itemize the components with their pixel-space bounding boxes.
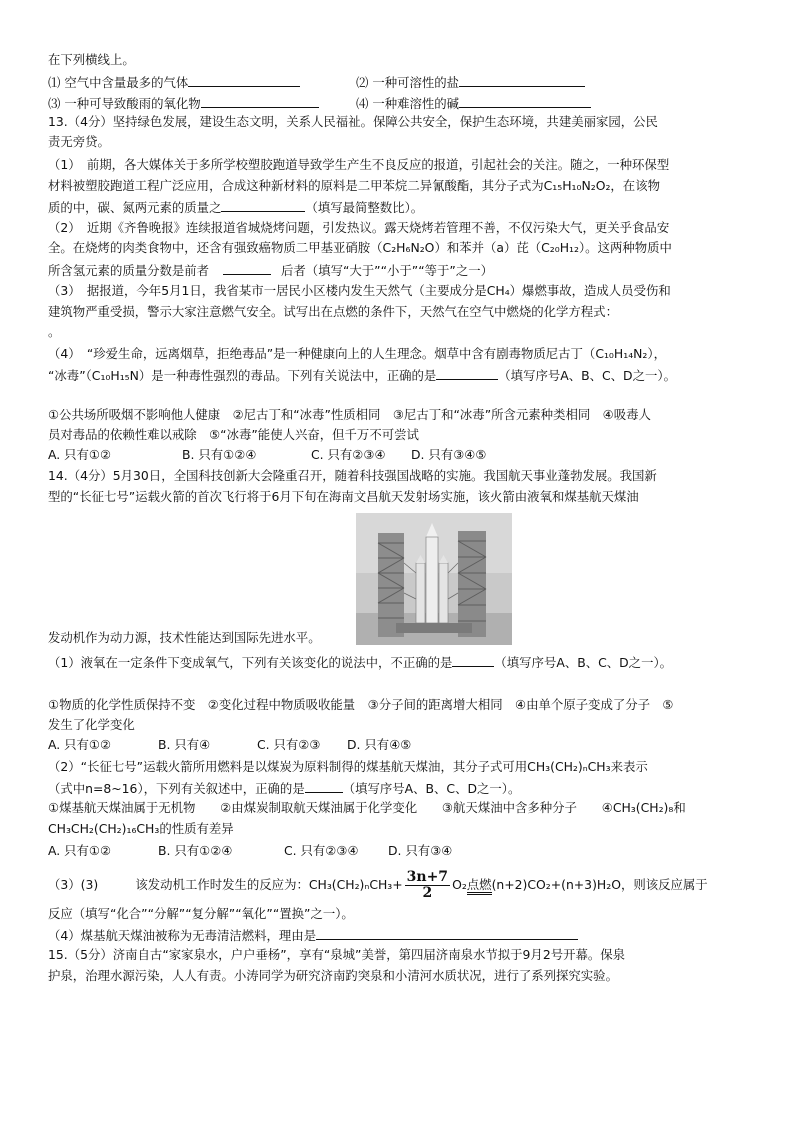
q14-part2-choice-b[interactable]: B. 只有①②④: [158, 843, 233, 858]
q13-choice-d[interactable]: D. 只有③④⑤: [411, 447, 487, 462]
q13-part4-line-1: （4） “珍爱生命，远离烟草，拒绝毒品”是一种健康向上的人生理念。烟草中含有剧毒物质尼古丁（C₁₀H₁₄N₂），: [48, 346, 666, 361]
q13-part1-blank[interactable]: [221, 198, 305, 212]
q13-part3-line-3: 。: [48, 324, 61, 339]
q14-part1-text-b: （填写序号A、B、C、D之一）。: [494, 655, 673, 670]
q14-part3-text-a: （3）(3) 该发动机工作时发生的反应为：CH₃(CH₂)ₙCH₃+: [48, 877, 403, 892]
q14-stem-line-2: 型的“长征七号”运载火箭的首次飞行将于6月下旬在海南文昌航天发射场实施，该火箭由液氧和煤基航天煤油: [48, 489, 639, 504]
q12-item-2-label: ⑵ 一种可溶性的盐: [356, 75, 460, 90]
q13-part1-line-2: 材料被塑胶跑道工程广泛应用，合成这种新材料的原料是二甲苯烷二异氰酸酯，其分子式为C₁₅H₁₀N₂O₂，在该物: [48, 178, 660, 193]
q14-part2-choice-c[interactable]: C. 只有②③④: [284, 843, 359, 858]
q14-part1-options-line-2: 发生了化学变化: [48, 717, 135, 732]
q14-stem-line-3: 发动机作为动力源，技术性能达到国际先进水平。: [48, 630, 321, 645]
q13-part2-blank[interactable]: [223, 261, 271, 275]
q12-blank-1[interactable]: [188, 73, 300, 87]
q13-part2-text-a: 所含氢元素的质量分数是前者: [48, 263, 210, 278]
intro-line: 在下列横线上。: [48, 52, 135, 67]
q14-part1-choice-c[interactable]: C. 只有②③: [257, 737, 321, 752]
q14-part3-o2: O₂: [452, 877, 467, 892]
q13-part1-line-1: （1） 前期，各大媒体关于多所学校塑胶跑道导致学生产生不良反应的报道，引起社会的关注。随之，一种环保型: [48, 157, 670, 172]
q12-item-3: [48, 94, 319, 112]
q12-item-4-label: ⑷ 一种难溶性的碱: [356, 96, 460, 111]
q15-stem-line-1: 15.（5分）济南自古“家家泉水，户户垂杨”，享有“泉城”美誉，第四届济南泉水节拟于9月2号开幕。保泉: [48, 947, 626, 962]
q14-part1-line: [48, 653, 672, 671]
q14-part2-line-1: （2）“长征七号”运载火箭所用燃料是以煤炭为原料制得的煤基航天煤油，其分子式可用CH₃(CH₂)ₙCH₃来表示: [48, 759, 648, 774]
q12-item-4: [356, 94, 591, 112]
q14-part1-choice-d[interactable]: D. 只有④⑤: [347, 737, 412, 752]
q13-part2-text-b: 后者（填写“大于”“小于”“等于”之一）: [281, 263, 494, 278]
q13-stem-line-2: 责无旁贷。: [48, 134, 110, 149]
q14-part4-text: （4）煤基航天煤油被称为无毒清洁燃料，理由是: [48, 928, 317, 943]
q13-part4-line-2: [48, 366, 676, 384]
rocket-launch-tower-photo: [356, 513, 512, 645]
q14-part1-options-line-1: ①物质的化学性质保持不变 ②变化过程中物质吸收能量 ③分子间的距离增大相同 ④由单个原子变成了分子 ⑤: [48, 697, 674, 712]
q12-item-3-label: ⑶ 一种可导致酸雨的氧化物: [48, 96, 201, 111]
q14-part1-choice-b[interactable]: B. 只有④: [158, 737, 211, 752]
q14-part3-fraction: [405, 870, 450, 901]
q13-stem-line-1: 13.（4分）坚持绿色发展，建设生态文明，关系人民福祉。保障公共安全，保护生态环境，共建美丽家园，公民: [48, 114, 658, 129]
q13-choice-c[interactable]: C. 只有②③④: [311, 447, 386, 462]
q14-part2-options-line-2: CH₃CH₂(CH₂)₁₆CH₃的性质有差异: [48, 821, 234, 836]
q14-part2-line-2: [48, 779, 520, 797]
q13-part2-line-1: （2） 近期《齐鲁晚报》连续报道省城烧烤问题，引发热议。露天烧烤若管理不善，不仅污染大气，更关乎食品安: [48, 220, 670, 235]
q14-part3-condition: 点燃: [467, 877, 492, 895]
q13-part2-line-3: [48, 261, 493, 279]
q12-item-1-label: ⑴ 空气中含量最多的气体: [48, 75, 189, 90]
fraction-numerator: 3n+7: [406, 869, 449, 885]
q13-part1-line-3: [48, 198, 423, 216]
q12-blank-4[interactable]: [459, 94, 591, 108]
q13-choice-a[interactable]: A. 只有①②: [48, 447, 112, 462]
q13-options-line-2: 员对毒品的依赖性难以戒除 ⑤“冰毒”能使人兴奋，但千万不可尝试: [48, 427, 419, 442]
q13-choice-b[interactable]: B. 只有①②④: [182, 447, 257, 462]
q12-blank-2[interactable]: [459, 73, 585, 87]
q14-part2-options-line-1: ①煤基航天煤油属于无机物 ②由煤炭制取航天煤油属于化学变化 ③航天煤油中含多种分子 ④CH₃(CH₂)₈和: [48, 800, 686, 815]
q12-item-2: [356, 73, 585, 91]
q14-stem-line-1: 14.（4分）5月30日，全国科技创新大会隆重召开，随着科技强国战略的实施。我国航天事业蓬勃发展。我国新: [48, 468, 657, 483]
q12-item-1: [48, 73, 300, 91]
q13-part2-line-2: 全。在烧烤的肉类食物中，还含有强致癌物质二甲基亚硝胺（C₂H₆N₂O）和苯并（a）芘（C₂₀H₁₂）。这两种物质中: [48, 240, 672, 255]
q14-part2-text-a: （式中n=8~16），下列有关叙述中，正确的是: [48, 781, 305, 796]
q14-part2-text-b: （填写序号A、B、C、D之一）。: [342, 781, 521, 796]
q14-part3-line-1: [48, 864, 708, 906]
fraction-denominator: 2: [422, 885, 433, 901]
q14-part2-choice-a[interactable]: A. 只有①②: [48, 843, 112, 858]
q14-part3-text-c: (n+2)CO₂+(n+3)H₂O，则该反应属于: [491, 877, 708, 892]
q13-part4-text-b: （填写序号A、B、C、D之一）。: [498, 368, 676, 383]
q13-part1-text-a: 质的中，碳、氮两元素的质量之: [48, 200, 222, 215]
q13-part4-blank[interactable]: [436, 366, 498, 380]
q14-part2-blank[interactable]: [305, 779, 343, 793]
q14-part1-blank[interactable]: [452, 653, 494, 667]
q14-part1-choice-a[interactable]: A. 只有①②: [48, 737, 112, 752]
q14-part3-line-2: 反应（填写“化合”“分解”“复分解”“氧化”“置换”之一）。: [48, 906, 354, 921]
q12-blank-3[interactable]: [201, 94, 319, 108]
q13-part4-text-a: “冰毒”（C₁₀H₁₅N）是一种毒性强烈的毒品。下列有关说法中，正确的是: [48, 368, 437, 383]
q14-part4-line: [48, 926, 578, 944]
q13-part1-text-b: （填写最简整数比）。: [305, 200, 424, 215]
q14-part1-text-a: （1）液氧在一定条件下变成氧气，下列有关该变化的说法中，不正确的是: [48, 655, 453, 670]
q14-part2-choice-d[interactable]: D. 只有③④: [388, 843, 453, 858]
q14-part4-blank[interactable]: [316, 926, 578, 940]
q15-stem-line-2: 护泉，治理水源污染，人人有责。小涛同学为研究济南趵突泉和小清河水质状况，进行了系列探究实验。: [48, 968, 618, 983]
q13-part3-line-2: 建筑物严重受损，警示大家注意燃气安全。试写出在点燃的条件下，天然气在空气中燃烧的化学方程式：: [48, 304, 618, 319]
q13-options-line-1: ①公共场所吸烟不影响他人健康 ②尼古丁和“冰毒”性质相同 ③尼古丁和“冰毒”所含元素种类相同 ④吸毒人: [48, 407, 651, 422]
q13-part3-line-1: （3） 据报道，今年5月1日，我省某市一居民小区楼内发生天然气（主要成分是CH₄）爆燃事故，造成人员受伤和: [48, 283, 671, 298]
